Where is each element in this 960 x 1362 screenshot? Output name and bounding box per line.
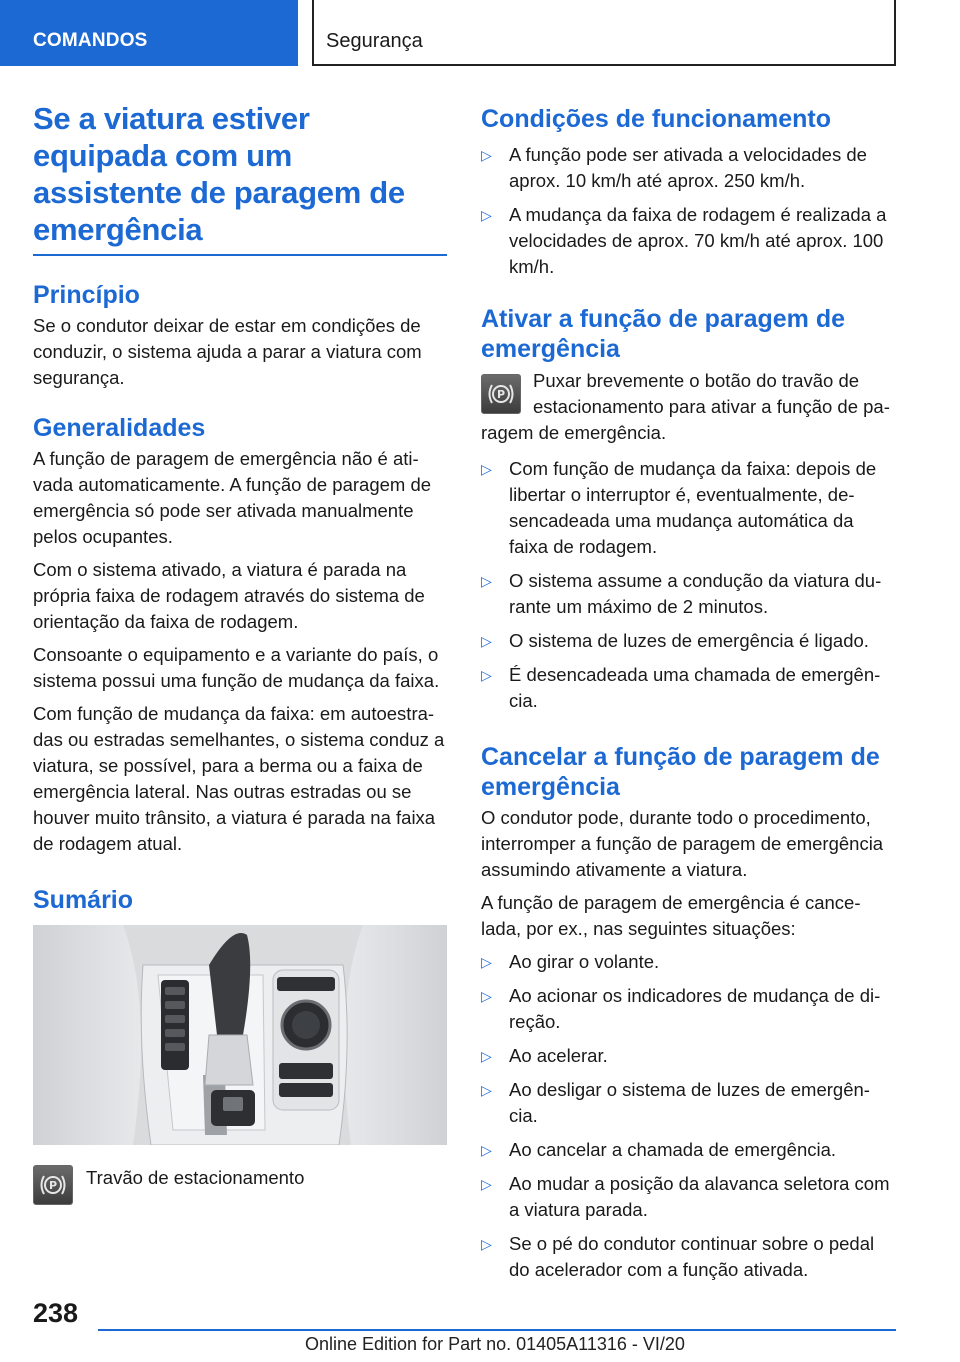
cancelar-p2: A função de paragem de emergência é cance-lada, por ex., nas seguintes situações: [481, 892, 861, 939]
caption-text: Travão de estacionamento [86, 1167, 305, 1188]
generalidades-p3: Consoante o equipamento e a variante do país, o sistema possui uma função de mudança da faixa. [33, 644, 440, 691]
triangle-right-icon: ▷ [481, 1236, 492, 1252]
heading-sumario: Sumário [33, 886, 134, 914]
page-number: 238 [33, 1298, 79, 1328]
triangle-right-icon: ▷ [481, 207, 492, 223]
edition-text: Online Edition for Part no. 01405A11316 - VI/20 [305, 1334, 685, 1354]
triangle-right-icon: ▷ [481, 147, 492, 163]
page-header [0, 0, 960, 66]
heading-principio: Princípio [33, 281, 140, 309]
list-item: ▷ Com função de mudança da faixa: depois de libertar o interruptor é, eventualmente, de-sencadeada uma mudança automática da faixa de rodagem. [481, 458, 877, 557]
list-item: ▷ A mudança da faixa de rodagem é realizada a velocidades de aprox. 70 km/h até aprox. 100 km/h. [481, 204, 887, 277]
parking-brake-icon [481, 374, 521, 414]
svg-text:P: P [48, 1179, 58, 1192]
generalidades-p4: Com função de mudança da faixa: em autoestra-das ou estradas semelhantes, o sistema conduz a viatura, se possível, para a berma ou a faixa de emergência lateral. Nas outras estradas ou se houver muito trânsito, a viatura é parada na faixa de rodagem atual. [33, 703, 445, 854]
list-item: ▷ É desencadeada uma chamada de emergên-cia. [481, 664, 881, 711]
left-column [33, 100, 447, 1205]
triangle-right-icon: ▷ [481, 633, 492, 649]
chapter-title: Segurança [312, 0, 896, 66]
list-item: ▷ O sistema assume a condução da viatura du-rante um máximo de 2 minutos. [481, 570, 882, 617]
triangle-right-icon: ▷ [481, 667, 492, 683]
svg-text:P: P [496, 388, 506, 401]
heading-ativar: Ativar a função de paragem de emergência [481, 305, 846, 363]
list-item: ▷ Ao acelerar. [481, 1043, 897, 1069]
title-divider [33, 254, 447, 256]
cancelar-p1: O condutor pode, durante todo o procedimento, interromper a função de paragem de emergência assumindo ativamente a viatura. [481, 807, 884, 880]
triangle-right-icon: ▷ [481, 954, 492, 970]
list-item: ▷ Ao girar o volante. [481, 949, 897, 975]
center-console-photo [33, 925, 447, 1145]
console-illustration [33, 925, 447, 1145]
triangle-right-icon: ▷ [481, 1048, 492, 1064]
list-item: ▷ Se o pé do condutor continuar sobre o pedal do acelerador com a função ativada. [481, 1233, 875, 1280]
parking-brake-icon [33, 1165, 73, 1205]
footer-divider [98, 1329, 896, 1331]
list-item: ▷ Ao desligar o sistema de luzes de emergên-cia. [481, 1079, 870, 1126]
triangle-right-icon: ▷ [481, 461, 492, 477]
heading-condicoes: Condições de funcionamento [481, 105, 832, 133]
generalidades-p1: A função de paragem de emergência não é ati-vada automaticamente. A função de paragem de emergência só pode ser ativada manualmente pelos ocupantes. [33, 448, 432, 547]
right-column [481, 100, 897, 1291]
list-item: ▷ Ao mudar a posição da alavanca seletora com a viatura parada. [481, 1173, 890, 1220]
triangle-right-icon: ▷ [481, 988, 492, 1004]
triangle-right-icon: ▷ [481, 1142, 492, 1158]
generalidades-p2: Com o sistema ativado, a viatura é parada na própria faixa de rodagem através do sistema de orientação da faixa de rodagem. [33, 559, 425, 632]
list-item: ▷ O sistema de luzes de emergência é ligado. [481, 628, 897, 654]
principio-text: Se o condutor deixar de estar em condições de conduzir, o sistema ajuda a parar a viatura com segurança. [33, 315, 422, 388]
cancelar-list [481, 949, 897, 1283]
heading-cancelar: Cancelar a função de paragem de emergência [481, 743, 880, 801]
triangle-right-icon: ▷ [481, 573, 492, 589]
parking-brake-caption [33, 1165, 447, 1205]
ativar-intro: P Puxar brevemente o botão do travão de estacionamento para ativar a função de pa-ragem de emergência. [481, 370, 890, 443]
triangle-right-icon: ▷ [481, 1082, 492, 1098]
condicoes-list [481, 142, 897, 280]
list-item: ▷ Ao cancelar a chamada de emergência. [481, 1137, 897, 1163]
section-tab: COMANDOS [0, 0, 298, 66]
list-item: ▷ A função pode ser ativada a velocidades de aprox. 10 km/h até aprox. 250 km/h. [481, 144, 867, 191]
page-title: Se a viatura estiver equipada com um assistente de paragem de emergência [33, 101, 405, 247]
list-item: ▷ Ao acionar os indicadores de mudança de di-reção. [481, 985, 881, 1032]
ativar-list [481, 456, 897, 714]
triangle-right-icon: ▷ [481, 1176, 492, 1192]
heading-generalidades: Generalidades [33, 414, 206, 442]
